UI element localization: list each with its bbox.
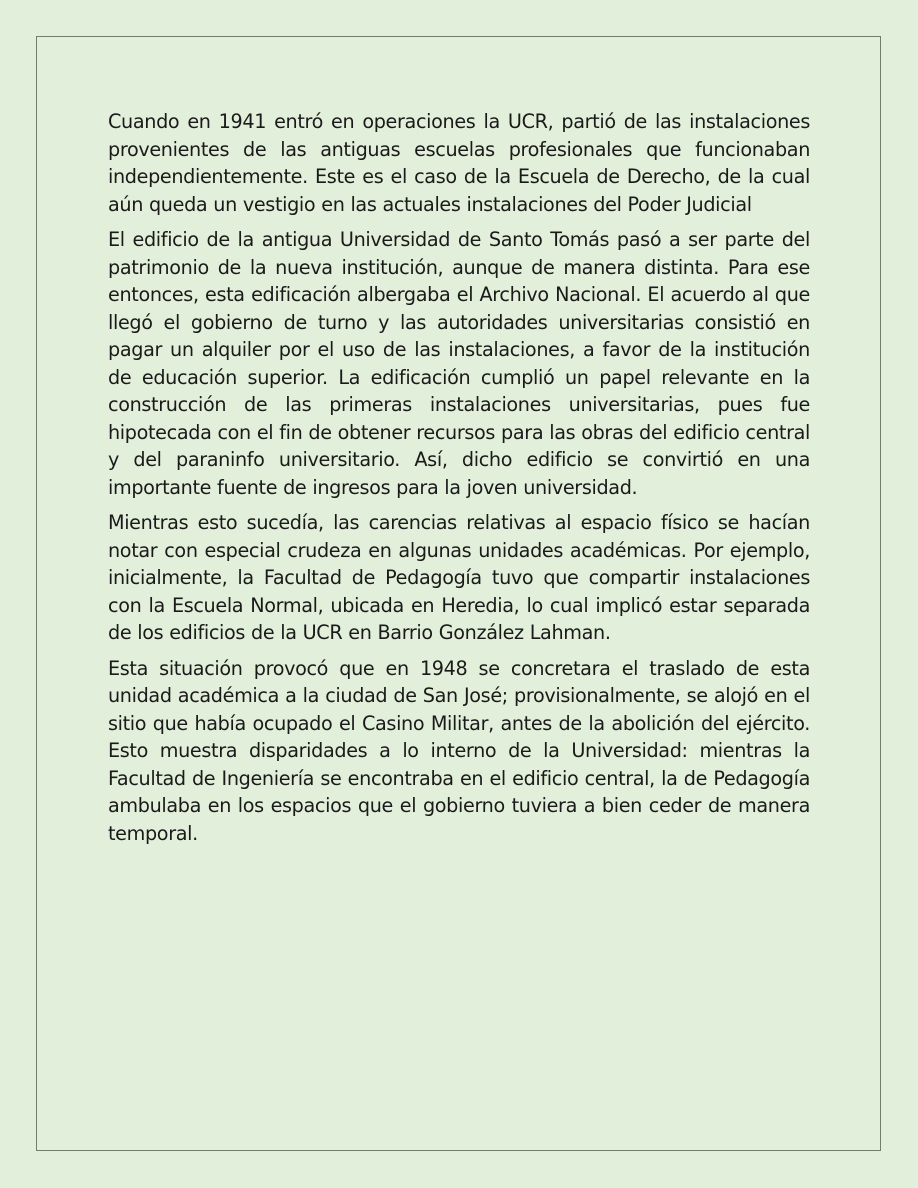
paragraph-1: Cuando en 1941 entró en operaciones la UCR, partió de las instalaciones provenientes de las antiguas escuelas profesionales que funcionaban independientemente. Este es el caso de la Escuela de Derecho, de la cual aún queda un vestigio en las actuales instalaciones del Poder Judicial	[108, 110, 810, 216]
document-body	[108, 108, 810, 855]
paragraph-4: Esta situación provocó que en 1948 se concretara el traslado de esta unidad académica a la ciudad de San José; provisionalmente, se alojó en el sitio que había ocupado el Casino Militar, antes de la abolición del ejército. Esto muestra disparidades a lo interno de la Universidad: mientras la Facultad de Ingeniería se encontraba en el edificio central, la de Pedagogía ambulaba en los espacios que el gobierno tuviera a bien ceder de manera temporal.	[108, 656, 810, 845]
paragraph-3: Mientras esto sucedía, las carencias relativas al espacio físico se hacían notar con especial crudeza en algunas unidades académicas. Por ejemplo, inicialmente, la Facultad de Pedagogía tuvo que compartir instalaciones con la Escuela Normal, ubicada en Heredia, lo cual implicó estar separada de los edificios de la UCR en Barrio González Lahman.	[108, 511, 810, 644]
paragraph-2: El edificio de la antigua Universidad de Santo Tomás pasó a ser parte del patrimonio de la nueva institución, aunque de manera distinta. Para ese entonces, esta edificación albergaba el Archivo Nacional. El acuerdo al que llegó el gobierno de turno y las autoridades universitarias consistió en pagar un alquiler por el uso de las instalaciones, a favor de la institución de educación superior. La edificación cumplió un papel relevante en la construcción de las primeras instalaciones universitarias, pues fue hipotecada con el fin de obtener recursos para las obras del edificio central y del paraninfo universitario. Así, dicho edificio se convirtió en una importante fuente de ingresos para la joven universidad.	[108, 228, 810, 499]
